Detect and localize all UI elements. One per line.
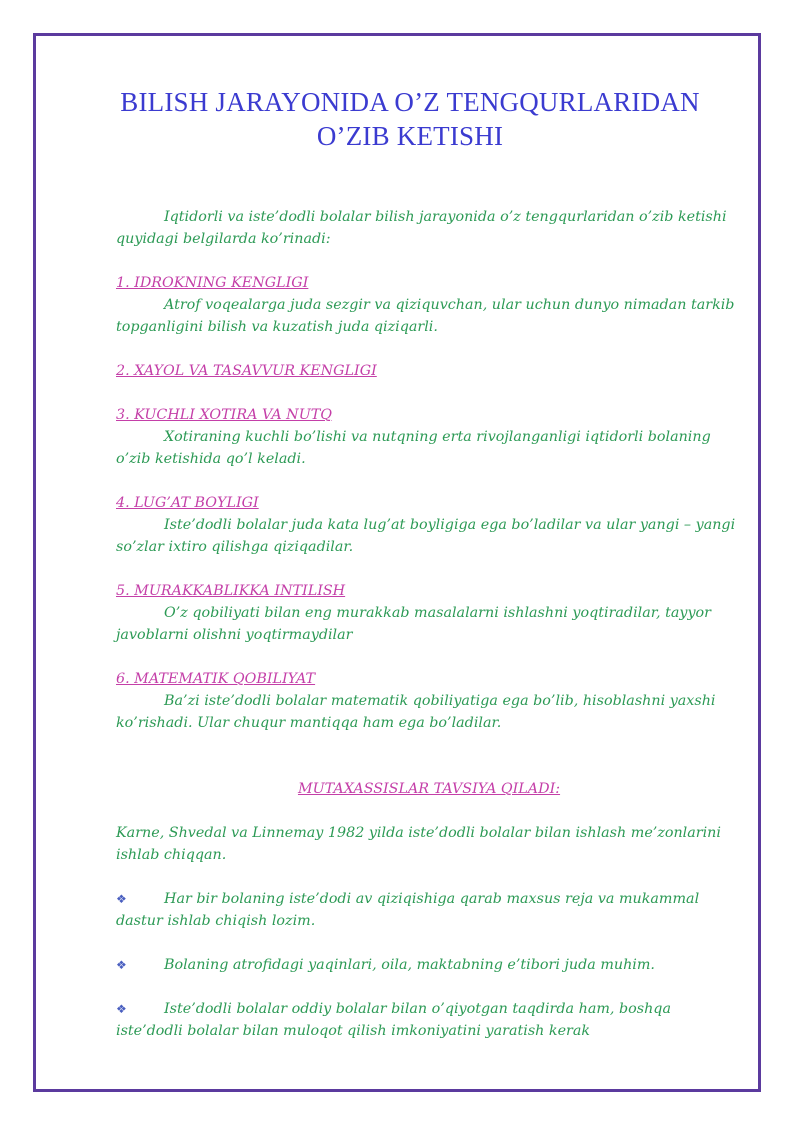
section-heading-2: 2. XAYOL VA TASAVVUR KENGLIGI	[116, 363, 377, 379]
diamond-bullet-icon: ❖	[116, 1002, 127, 1016]
document-body	[116, 206, 742, 1042]
recommend-heading: MUTAXASSISLAR TAVSIYA QILADI:	[297, 781, 561, 797]
bullet-text-continuation: dastur ishlab chiqish lozim.	[116, 913, 316, 929]
section-text-1: Atrof voqealarga juda sezgir va qiziquvchan, ular uchun dunyo nimadan tarkib topganligini bilish va kuzatish juda qiziqarli.	[116, 297, 735, 335]
section-text-4: Iste’dodli bolalar juda kata lug’at boyligiga ega bo’ladilar va ular yangi – yangi so’zlar ixtiro qilishga qiziqadilar.	[116, 517, 736, 555]
bullet-item-2	[116, 954, 742, 976]
title-line-2: O’ZIB KETISHI	[316, 121, 504, 151]
section-heading-4: 4. LUG’AT BOYLIGI	[116, 495, 259, 511]
section-heading-6: 6. MATEMATIK QOBILIYAT	[116, 671, 316, 687]
bullet-text-line: Iste’dodli bolalar oddiy bolalar bilan o’qiyotgan taqdirda ham, boshqa	[164, 1001, 671, 1017]
page-title	[36, 85, 758, 153]
title-line-1: BILISH JARAYONIDA O’Z TENGQURLARIDAN	[120, 87, 700, 117]
bullet-text-line: Har bir bolaning iste’dodi av qiziqishiga qarab maxsus reja va mukammal	[164, 891, 700, 907]
bullet-item-3	[116, 998, 742, 1042]
section-heading-3: 3. KUCHLI XOTIRA VA NUTQ	[116, 407, 333, 423]
recommend-intro: Karne, Shvedal va Linnemay 1982 yilda iste’dodli bolalar bilan ishlash me’zonlarini ishlab chiqqan.	[116, 825, 721, 863]
section-text-5: O’z qobiliyati bilan eng murakkab masalalarni ishlashni yoqtiradilar, tayyor javoblarni olishni yoqtirmaydilar	[116, 605, 711, 643]
section-text-3: Xotiraning kuchli bo’lishi va nutqning erta rivojlanganligi iqtidorli bolaning o’zib ketishida qo’l keladi.	[116, 429, 711, 467]
diamond-bullet-icon: ❖	[116, 958, 127, 972]
section-heading-1: 1. IDROKNING KENGLIGI	[116, 275, 309, 291]
diamond-bullet-icon: ❖	[116, 892, 127, 906]
bullet-text-continuation: iste’dodli bolalar bilan muloqot qilish imkoniyatini yaratish kerak	[116, 1023, 591, 1039]
page-border-frame	[33, 33, 761, 1092]
section-text-6: Ba’zi iste’dodli bolalar matematik qobiliyatiga ega bo’lib, hisoblashni yaxshi ko’rishadi. Ular chuqur mantiqqa ham ega bo’ladilar.	[116, 693, 716, 731]
bullet-item-1	[116, 888, 742, 932]
section-heading-5: 5. MURAKKABLIKKA INTILISH	[116, 583, 346, 599]
bullet-text-line: Bolaning atrofidagi yaqinlari, oila, maktabning e’tibori juda muhim.	[164, 957, 655, 973]
intro-paragraph: Iqtidorli va iste’dodli bolalar bilish jarayonida o’z tengqurlaridan o’zib ketishi quyidagi belgilarda ko’rinadi:	[116, 209, 727, 247]
